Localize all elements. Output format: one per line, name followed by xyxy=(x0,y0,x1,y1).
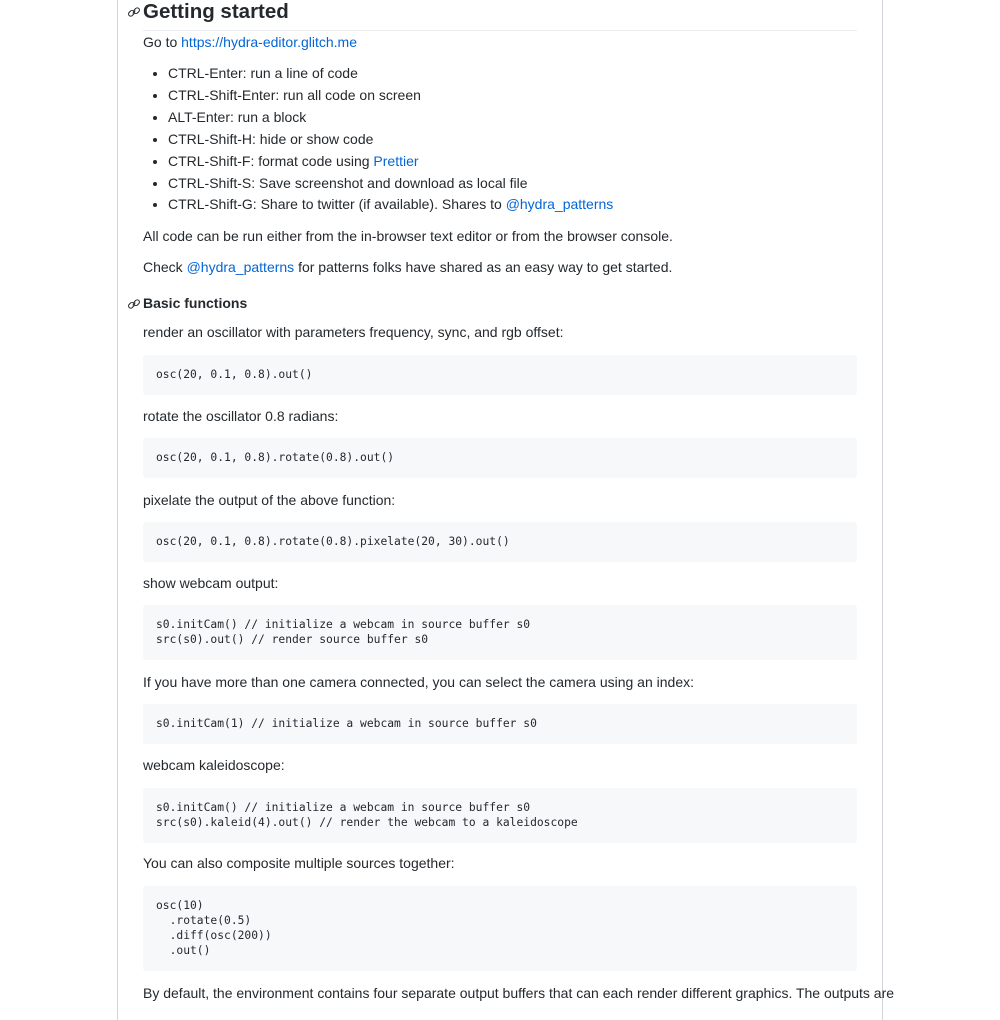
hydra-editor-link[interactable]: https://hydra-editor.glitch.me xyxy=(181,34,358,50)
code-block[interactable] xyxy=(143,704,857,744)
shortcut-text: CTRL-Shift-Enter: run all code on screen xyxy=(168,86,421,103)
shortcut-text: CTRL-Shift-S: Save screenshot and download as local file xyxy=(168,174,528,191)
intro-prefix: Go to xyxy=(143,34,182,50)
code-line: osc(20, 0.1, 0.8).out() xyxy=(156,368,313,381)
shortcut-item xyxy=(168,129,613,151)
trailing-paragraph: By default, the environment contains four separate output buffers that can each render different graphics. The outputs are xyxy=(143,985,895,1001)
code-line: osc(10) xyxy=(156,899,204,912)
shortcut-text: CTRL-Shift-H: hide or show code xyxy=(168,130,374,147)
code-line: s0.initCam() // initialize a webcam in source buffer s0 xyxy=(156,618,531,631)
heading-text: Getting started xyxy=(143,0,289,23)
link-anchor-icon[interactable] xyxy=(127,5,141,19)
code-block[interactable] xyxy=(143,886,857,971)
shortcut-text: ALT-Enter: run a block xyxy=(168,108,307,125)
readme-page xyxy=(117,0,895,1020)
code-line: s0.initCam() // initialize a webcam in source buffer s0 xyxy=(156,801,531,814)
code-line: s0.initCam(1) // initialize a webcam in source buffer s0 xyxy=(156,717,537,730)
example-caption: pixelate the output of the above function: xyxy=(143,492,396,508)
intro-paragraph xyxy=(143,32,357,52)
check-prefix: Check xyxy=(143,259,187,275)
example-caption: You can also composite multiple sources together: xyxy=(143,855,455,871)
code-line: .out() xyxy=(156,944,211,957)
code-line: osc(20, 0.1, 0.8).rotate(0.8).out() xyxy=(156,451,395,464)
shortcut-item xyxy=(168,173,613,195)
shortcut-text: CTRL-Enter: run a line of code xyxy=(168,65,358,81)
shortcut-item xyxy=(168,194,613,216)
code-line: .diff(osc(200)) xyxy=(156,929,272,942)
code-block[interactable] xyxy=(143,522,857,562)
example-caption: show webcam output: xyxy=(143,575,279,591)
basic-functions-heading xyxy=(143,293,857,313)
shortcut-item xyxy=(168,107,613,129)
shortcut-text: CTRL-Shift-F: format code using xyxy=(168,152,374,169)
hydra-patterns-link[interactable]: @hydra_patterns xyxy=(186,259,295,275)
shortcut-item xyxy=(168,85,613,107)
code-block[interactable] xyxy=(143,438,857,478)
check-paragraph xyxy=(143,257,672,277)
shortcut-link[interactable]: Prettier xyxy=(373,152,419,169)
example-caption: render an oscillator with parameters frequency, sync, and rgb offset: xyxy=(143,324,564,340)
getting-started-heading xyxy=(143,0,857,31)
code-line: .rotate(0.5) xyxy=(156,914,252,927)
shortcut-text: CTRL-Shift-G: Share to twitter (if available). Shares to xyxy=(168,196,506,213)
code-block[interactable] xyxy=(143,605,857,660)
heading-text: Basic functions xyxy=(143,295,248,311)
check-suffix: for patterns folks have shared as an easy way to get started. xyxy=(294,259,673,275)
shortcut-link[interactable]: @hydra_patterns xyxy=(505,196,614,213)
code-block[interactable] xyxy=(143,355,857,395)
shortcut-item xyxy=(168,63,613,85)
shortcut-list xyxy=(143,63,613,216)
code-line: osc(20, 0.1, 0.8).rotate(0.8).pixelate(20, 30).out() xyxy=(156,535,510,548)
shortcut-item xyxy=(168,151,613,173)
example-caption: If you have more than one camera connected, you can select the camera using an index: xyxy=(143,674,694,690)
code-block[interactable] xyxy=(143,788,857,843)
example-caption: webcam kaleidoscope: xyxy=(143,757,285,773)
example-caption: rotate the oscillator 0.8 radians: xyxy=(143,408,339,424)
code-line: src(s0).kaleid(4).out() // render the webcam to a kaleidoscope xyxy=(156,816,578,829)
code-line: src(s0).out() // render source buffer s0 xyxy=(156,633,429,646)
link-anchor-icon[interactable] xyxy=(127,297,141,311)
console-note: All code can be run either from the in-browser text editor or from the browser console. xyxy=(143,228,673,244)
